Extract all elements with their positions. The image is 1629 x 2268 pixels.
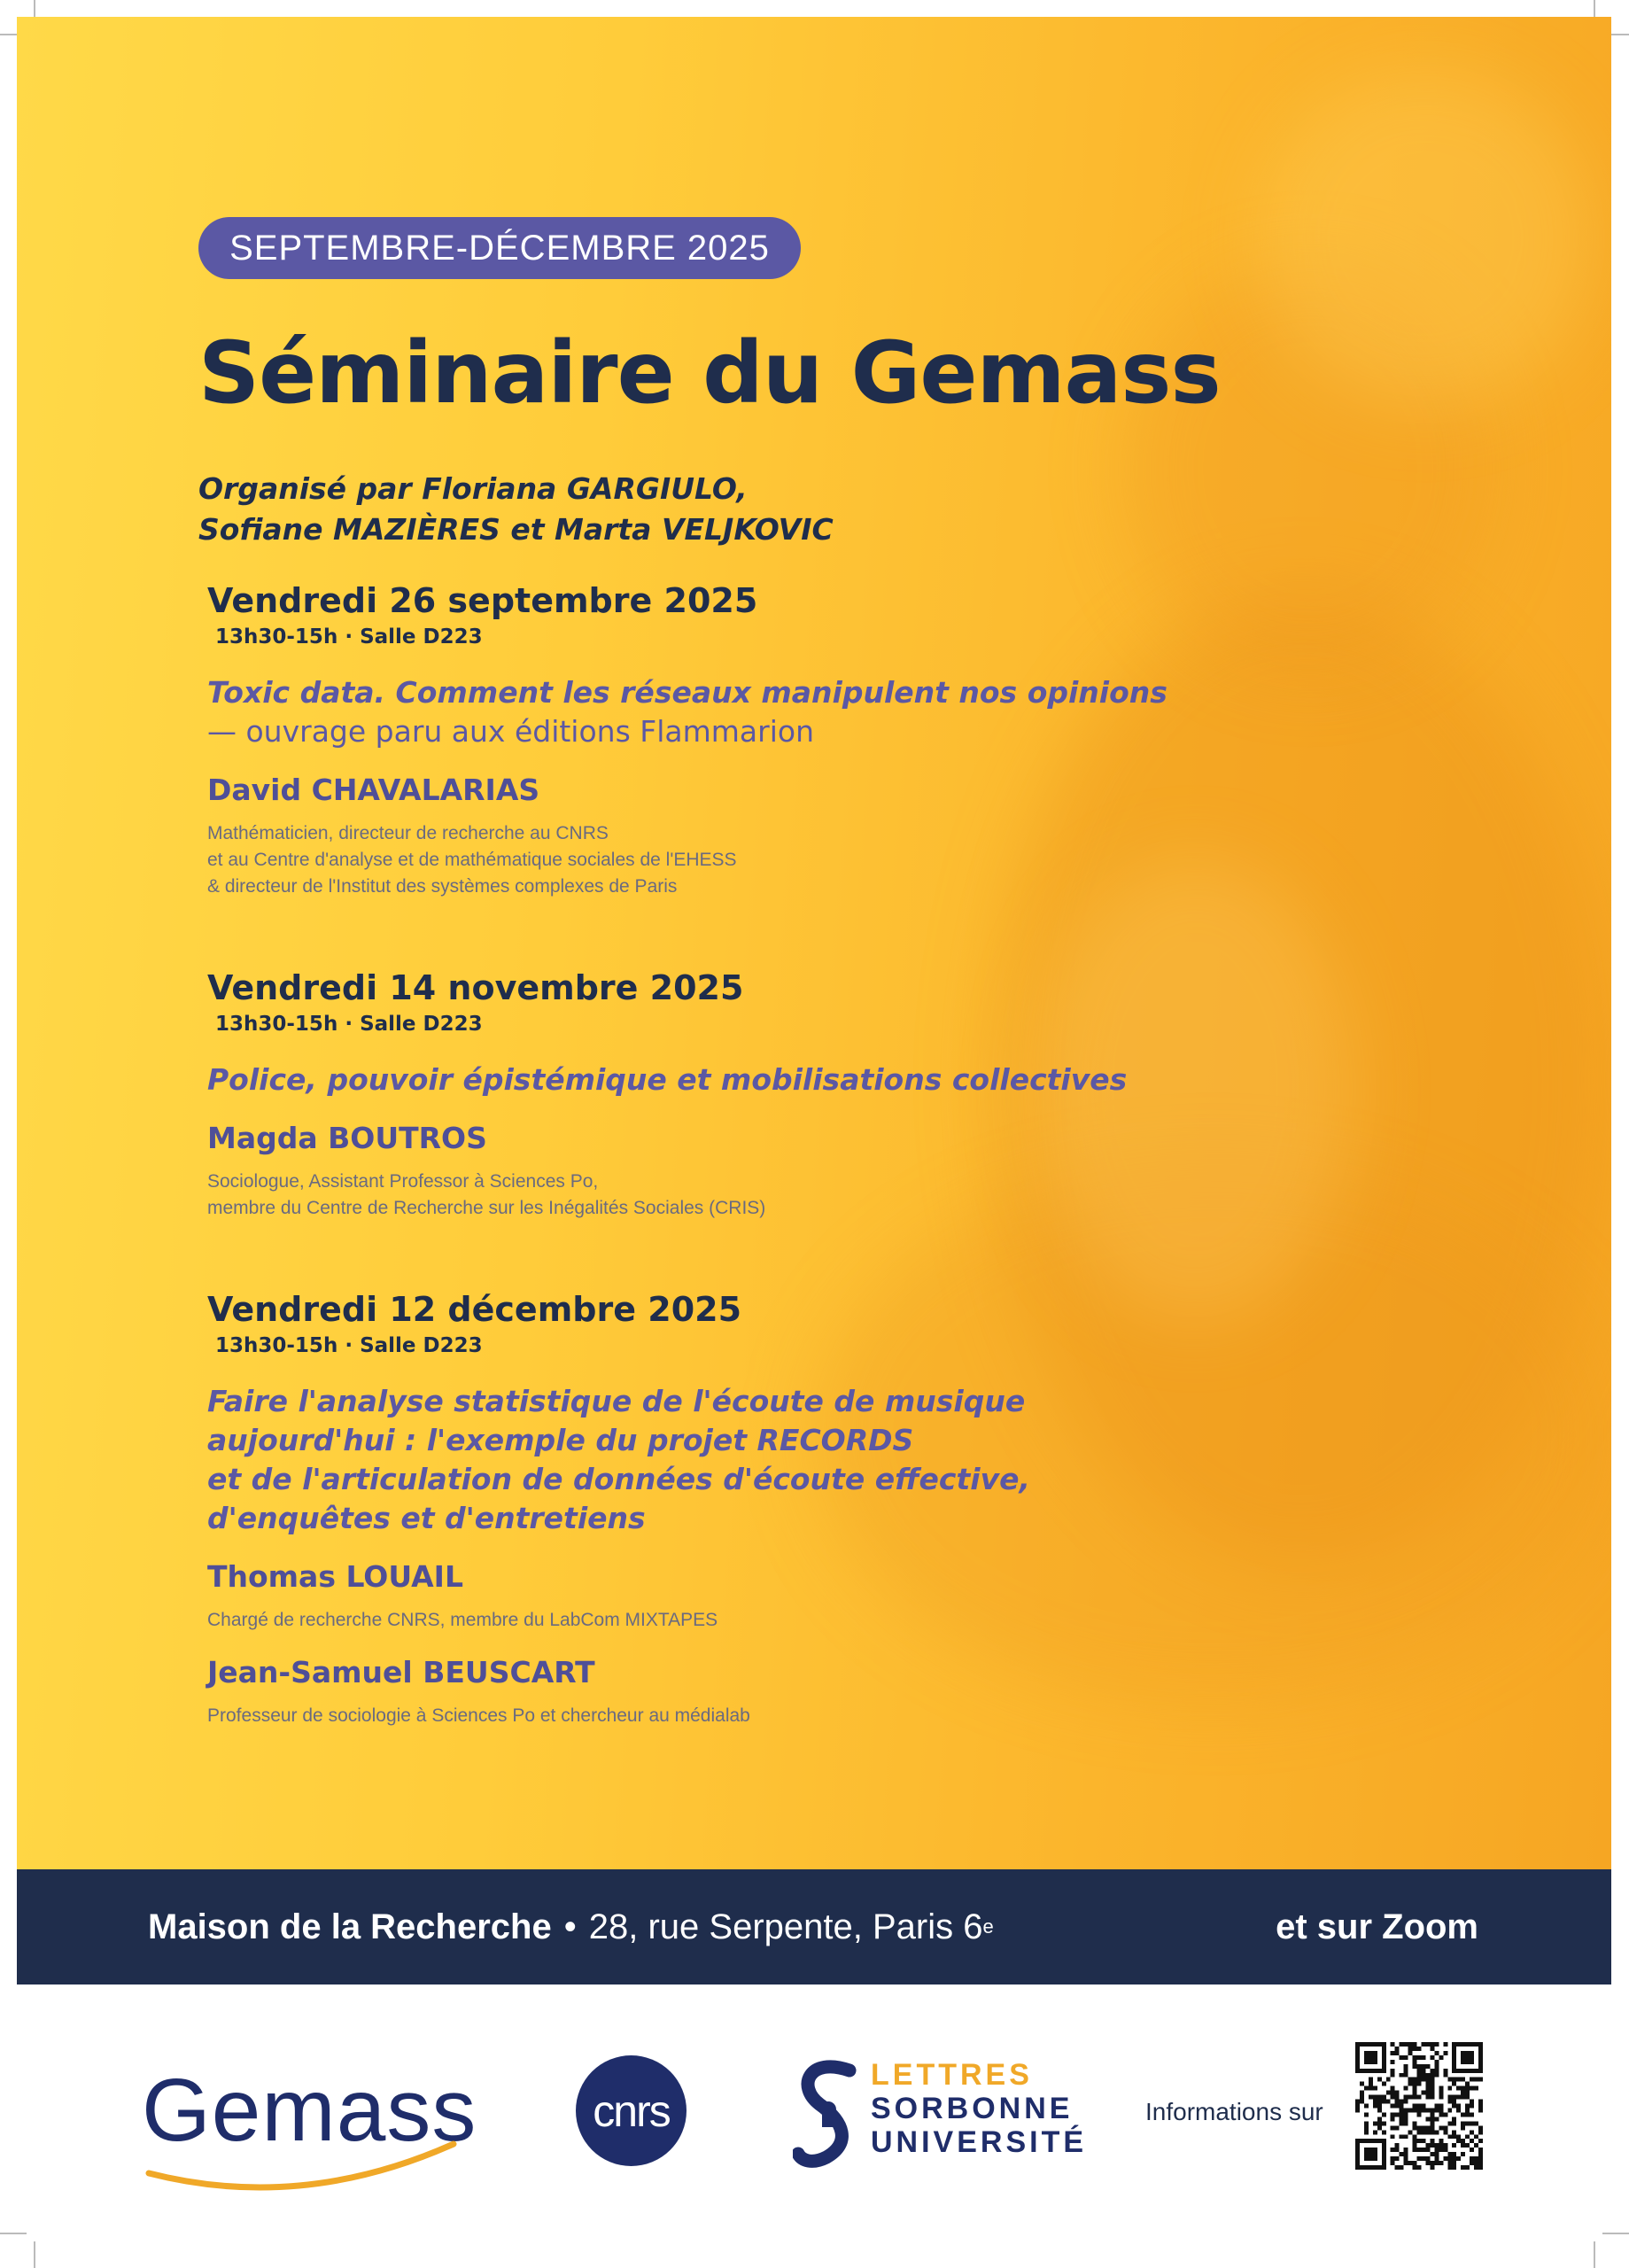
event-time: 13h30-15h · Salle D223: [215, 625, 483, 649]
event-date: Vendredi 14 novembre 2025: [207, 968, 744, 1007]
speaker-name: David CHAVALARIAS: [207, 773, 540, 807]
event-topic: [207, 1382, 1226, 1538]
venue-name: Maison de la Recherche: [148, 1907, 552, 1946]
event-topic-line: — ouvrage paru aux éditions Flammarion: [207, 714, 814, 749]
event-topic-line: Faire l'analyse statistique de l'écoute de musique: [207, 1384, 1026, 1418]
address-superscript: e: [982, 1915, 994, 1938]
event-topic-line: d'enquêtes et d'entretiens: [207, 1501, 646, 1535]
event-topic: [207, 1060, 1226, 1099]
affiliation-line: Sociologue, Assistant Professor à Sciences Po,: [207, 1171, 599, 1192]
gemass-swoosh-icon: [142, 2060, 461, 2193]
sorbonne-line: UNIVERSITÉ: [871, 2125, 1088, 2159]
speaker-name: Thomas LOUAIL: [207, 1559, 463, 1594]
venue-address: 28, rue Serpente, Paris 6: [588, 1907, 983, 1946]
event-september: [207, 579, 1226, 900]
gemass-logo-text: Gemass: [142, 2061, 477, 2160]
gemass-logo: [142, 2060, 477, 2193]
cnrs-logo: cnrs: [576, 2055, 687, 2166]
speaker-affiliation: [207, 1169, 1226, 1222]
separator-dot: •: [563, 1907, 577, 1946]
sorbonne-line: SORBONNE: [871, 2092, 1074, 2125]
qr-code-icon[interactable]: [1355, 2042, 1483, 2170]
zoom-info: et sur Zoom: [1276, 1907, 1478, 1946]
venue-info: [148, 1869, 994, 1984]
speaker-affiliation: Chargé de recherche CNRS, membre du LabCom MIXTAPES: [207, 1610, 718, 1630]
event-topic-line: Toxic data. Comment les réseaux manipulent nos opinions: [207, 675, 1167, 710]
event-november: [207, 967, 1226, 1222]
info-label: Informations sur: [1145, 2098, 1323, 2125]
sorbonne-logo-text: [871, 2058, 1087, 2159]
event-time: 13h30-15h · Salle D223: [215, 1334, 483, 1357]
logos-row: [0, 1984, 1629, 2268]
speaker-name: Magda BOUTROS: [207, 1121, 487, 1155]
affiliation-line: membre du Centre de Recherche sur les Inégalités Sociales (CRIS): [207, 1198, 766, 1218]
event-december: [207, 1288, 1226, 1729]
event-topic-line: et de l'articulation de données d'écoute effective,: [207, 1462, 1031, 1496]
background-photo-shade: [1257, 70, 1594, 407]
sorbonne-emblem-icon: [793, 2051, 864, 2175]
page-title: Séminaire du Gemass: [198, 323, 1221, 423]
sorbonne-line: LETTRES: [871, 2058, 1033, 2092]
event-time: 13h30-15h · Salle D223: [215, 1013, 483, 1036]
period-badge: SEPTEMBRE-DÉCEMBRE 2025: [198, 217, 801, 279]
speaker-affiliation: Professeur de sociologie à Sciences Po et chercheur au médialab: [207, 1705, 750, 1726]
event-date: Vendredi 12 décembre 2025: [207, 1290, 742, 1329]
organizers-line: Sofiane MAZIÈRES et Marta VELJKOVIC: [198, 512, 834, 547]
event-date: Vendredi 26 septembre 2025: [207, 581, 758, 620]
organizers: [198, 469, 834, 550]
affiliation-line: Mathématicien, directeur de recherche au CNRS: [207, 823, 609, 843]
organizers-line: Organisé par Floriana GARGIULO,: [198, 471, 748, 506]
speaker-name: Jean-Samuel BEUSCART: [207, 1655, 595, 1689]
venue-bar: [17, 1869, 1611, 1984]
speaker-affiliation: [207, 820, 1226, 900]
event-topic: [207, 673, 1226, 751]
event-topic-line: aujourd'hui : l'exemple du projet RECORDS: [207, 1423, 914, 1457]
event-topic-line: Police, pouvoir épistémique et mobilisations collectives: [207, 1062, 1128, 1097]
affiliation-line: et au Centre d'analyse et de mathématique sociales de l'EHESS: [207, 850, 737, 870]
poster-background: [17, 17, 1611, 1869]
affiliation-line: & directeur de l'Institut des systèmes complexes de Paris: [207, 876, 678, 897]
sorbonne-logo: [793, 2051, 1094, 2175]
